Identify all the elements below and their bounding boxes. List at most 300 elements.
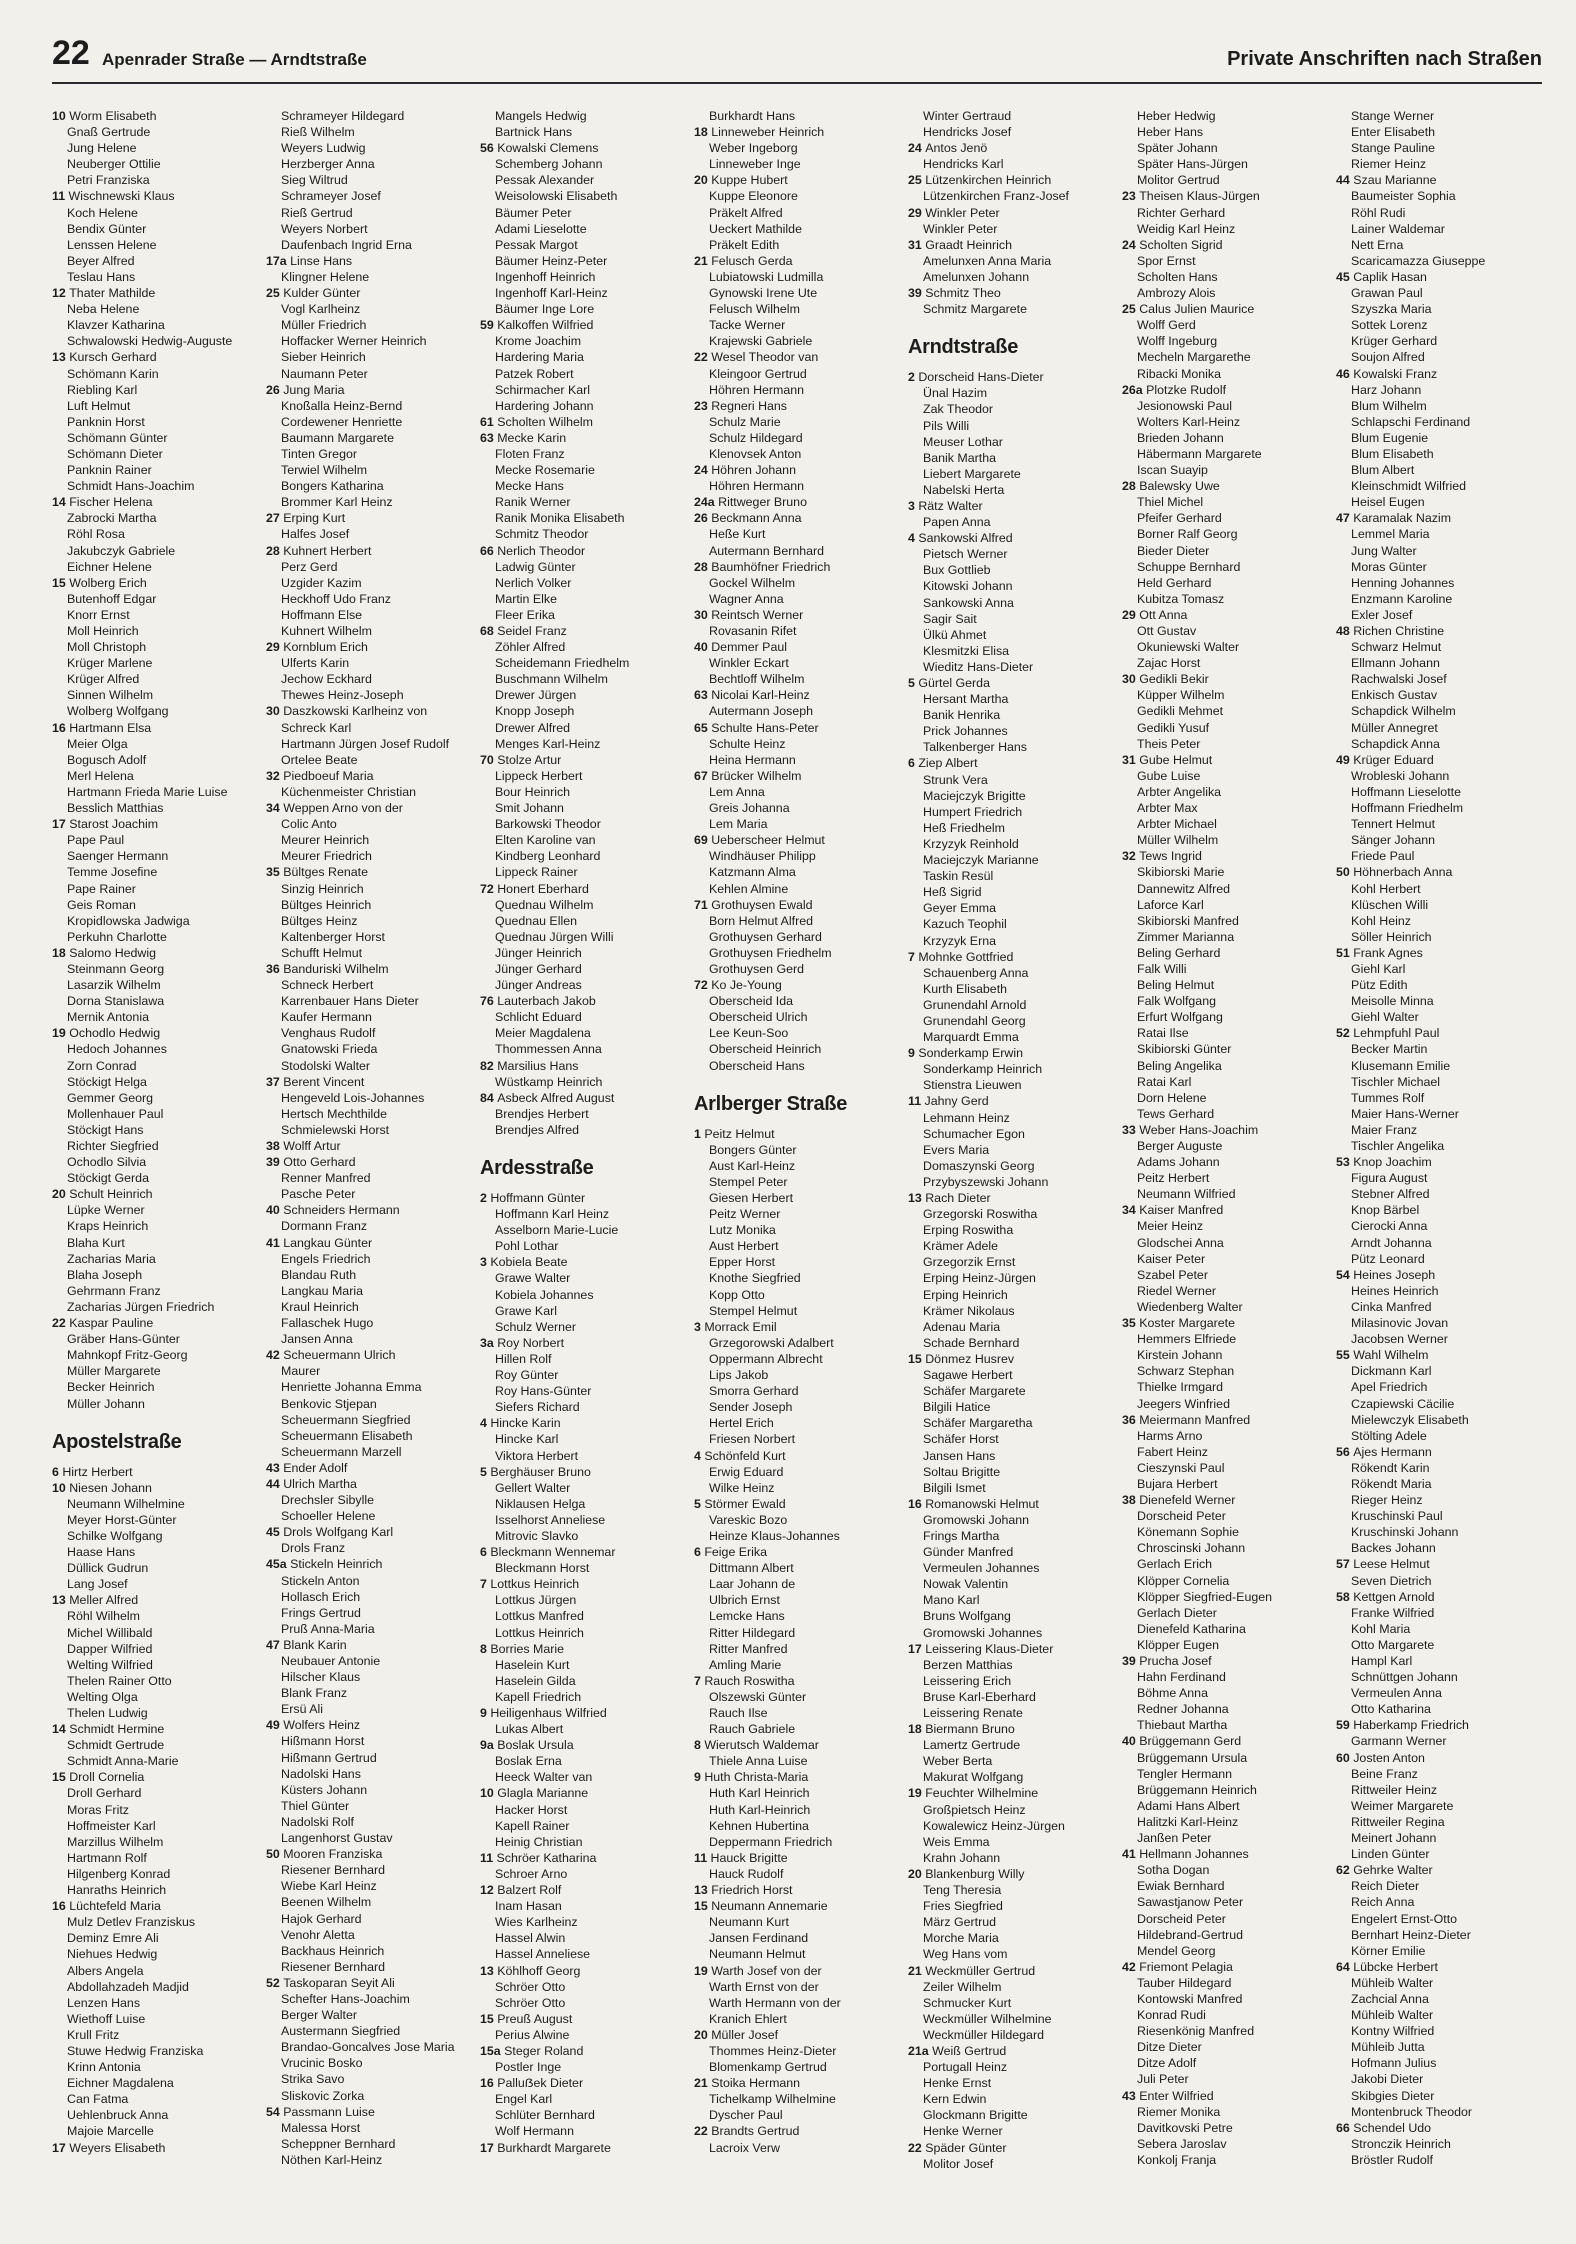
resident-name: Deminz Emre Ali xyxy=(67,1931,159,1946)
resident-entry xyxy=(480,301,680,317)
resident-name: Perkuhn Charlotte xyxy=(67,929,167,944)
resident-name: Hertel Erich xyxy=(709,1416,774,1431)
resident-name: Frings Martha xyxy=(923,1528,1000,1543)
house-number: 26a xyxy=(1122,382,1147,397)
resident-entry xyxy=(908,1013,1108,1029)
resident-name: Sagir Sait xyxy=(923,611,977,626)
resident-name: Haselein Kurt xyxy=(495,1657,570,1672)
resident-entry xyxy=(694,382,894,398)
resident-entry xyxy=(1122,526,1322,542)
resident-name: Dyscher Paul xyxy=(709,2108,783,2123)
resident-entry xyxy=(908,1399,1108,1415)
resident-entry xyxy=(694,1126,894,1142)
resident-name: Lüpke Werner xyxy=(67,1203,145,1218)
resident-entry xyxy=(908,514,1108,530)
house-number: 41 xyxy=(266,1235,284,1250)
house-number: 19 xyxy=(908,1786,926,1801)
resident-name: Lottkus Manfred xyxy=(495,1609,584,1624)
resident-name: Harz Johann xyxy=(1351,382,1422,397)
resident-name: Erping Roswitha xyxy=(923,1223,1014,1238)
resident-entry xyxy=(908,1576,1108,1592)
resident-name: Ueberscheer Helmut xyxy=(711,833,825,848)
resident-name: Austermann Siegfried xyxy=(281,2024,401,2039)
resident-name: Haberkamp Friedrich xyxy=(1353,1718,1469,1733)
resident-entry xyxy=(908,1029,1108,1045)
resident-name: Hoffmann Friedhelm xyxy=(1351,801,1464,816)
resident-entry xyxy=(694,768,894,784)
resident-entry xyxy=(1122,188,1322,204)
resident-name: Dapper Wilfried xyxy=(67,1641,153,1656)
resident-entry xyxy=(266,575,466,591)
resident-entry xyxy=(694,929,894,945)
resident-entry xyxy=(266,1508,466,1524)
resident-entry xyxy=(480,2059,680,2075)
resident-name: Schröer Otto xyxy=(495,1995,566,2010)
resident-entry xyxy=(52,1138,252,1154)
house-number: 12 xyxy=(52,286,70,301)
resident-name: Kapell Rainer xyxy=(495,1818,570,1833)
resident-name: Bröstler Rudolf xyxy=(1351,2152,1433,2167)
resident-entry xyxy=(908,124,1108,140)
house-number: 2 xyxy=(480,1191,491,1205)
resident-name: Adami Hans Albert xyxy=(1137,1798,1240,1813)
resident-name: Kaltenberger Horst xyxy=(281,929,385,944)
resident-entry xyxy=(480,1464,680,1480)
resident-name: Brandao-Goncalves Jose Maria xyxy=(281,2040,455,2055)
resident-name: Rittweiler Regina xyxy=(1351,1814,1445,1829)
resident-name: Linden Günter xyxy=(1351,1847,1430,1862)
resident-entry xyxy=(908,1190,1108,1206)
resident-name: Blank Karin xyxy=(283,1637,347,1652)
resident-entry xyxy=(52,623,252,639)
resident-name: Konrad Rudi xyxy=(1137,2008,1206,2023)
resident-name: Drewer Jürgen xyxy=(495,688,577,703)
resident-entry xyxy=(52,832,252,848)
house-number: 28 xyxy=(266,543,284,558)
resident-name: Lukas Albert xyxy=(495,1722,564,1737)
resident-name: Postler Inge xyxy=(495,2060,562,2075)
resident-name: Meyer Horst-Günter xyxy=(67,1512,177,1527)
resident-entry xyxy=(694,205,894,221)
resident-entry xyxy=(1336,864,1536,880)
resident-name: Salomo Hedwig xyxy=(69,945,157,960)
resident-name: Erping Kurt xyxy=(283,511,346,526)
resident-name: Krome Joachim xyxy=(495,334,582,349)
resident-name: Schrameyer Josef xyxy=(281,189,381,204)
resident-name: Frank Agnes xyxy=(1353,945,1423,960)
resident-entry xyxy=(1122,349,1322,365)
resident-name: Blum Eugenie xyxy=(1351,430,1429,445)
resident-entry xyxy=(1122,1058,1322,1074)
resident-name: Pfeifer Gerhard xyxy=(1137,511,1222,526)
house-number: 70 xyxy=(480,752,498,767)
resident-entry xyxy=(908,1319,1108,1335)
resident-entry xyxy=(52,446,252,462)
resident-entry xyxy=(480,1834,680,1850)
resident-name: Rittweger Bruno xyxy=(718,495,807,510)
resident-name: Reintsch Werner xyxy=(711,607,804,622)
resident-name: Meisolle Minna xyxy=(1351,994,1434,1009)
resident-name: Burkhardt Margarete xyxy=(497,2140,611,2155)
resident-name: Thater Mathilde xyxy=(69,286,156,301)
resident-name: Meier Heinz xyxy=(1137,1219,1204,1234)
resident-entry xyxy=(908,466,1108,482)
resident-entry xyxy=(266,1846,466,1862)
resident-name: Krzyzyk Reinhold xyxy=(923,836,1019,851)
resident-entry xyxy=(908,884,1108,900)
resident-entry xyxy=(694,430,894,446)
resident-entry xyxy=(694,526,894,542)
resident-name: Tews Gerhard xyxy=(1137,1106,1215,1121)
resident-name: Adams Johann xyxy=(1137,1155,1220,1170)
street-heading: Apostelstraße xyxy=(52,1430,182,1453)
resident-name: Backes Johann xyxy=(1351,1541,1436,1556)
resident-name: Lützenkirchen Heinrich xyxy=(925,173,1052,188)
resident-entry xyxy=(1336,1685,1536,1701)
resident-name: Scheuermann Ulrich xyxy=(283,1348,396,1363)
resident-entry xyxy=(1122,333,1322,349)
resident-entry xyxy=(52,671,252,687)
resident-name: Schrameyer Hildegard xyxy=(281,109,405,123)
resident-entry xyxy=(1122,1235,1322,1251)
house-number: 3 xyxy=(694,1319,705,1334)
resident-entry xyxy=(1122,1363,1322,1379)
resident-name: Klingner Helene xyxy=(281,269,370,284)
resident-entry xyxy=(266,108,466,124)
resident-entry xyxy=(266,349,466,365)
resident-entry xyxy=(1122,2055,1322,2071)
resident-name: Huth Karl Heinrich xyxy=(709,1786,810,1801)
house-number: 27 xyxy=(266,511,284,526)
resident-name: Winkler Peter xyxy=(923,221,998,236)
house-number: 39 xyxy=(1122,1654,1140,1668)
resident-entry xyxy=(908,1657,1108,1673)
resident-entry xyxy=(908,1238,1108,1254)
house-number: 32 xyxy=(266,768,284,783)
resident-name: Preuß August xyxy=(497,2011,573,2026)
resident-name: Calus Julien Maurice xyxy=(1139,302,1255,317)
house-number: 39 xyxy=(908,286,926,301)
resident-name: Graadt Heinrich xyxy=(925,237,1013,252)
resident-name: Linse Hans xyxy=(290,253,353,268)
resident-entry xyxy=(480,559,680,575)
resident-name: Grunendahl Georg xyxy=(923,1013,1026,1028)
resident-entry xyxy=(266,1894,466,1910)
resident-name: Tichelkamp Wilhelmine xyxy=(709,2092,836,2107)
resident-entry xyxy=(266,1315,466,1331)
house-number: 64 xyxy=(1336,1959,1354,1974)
resident-name: Can Fatma xyxy=(67,2092,129,2107)
resident-entry xyxy=(908,916,1108,932)
resident-name: Scheuermann Siegfried xyxy=(281,1412,411,1427)
resident-entry xyxy=(694,1995,894,2011)
resident-name: Richen Christine xyxy=(1353,624,1445,638)
resident-entry xyxy=(908,804,1108,820)
resident-name: Küpper Wilhelm xyxy=(1137,688,1225,703)
resident-name: Arbter Michael xyxy=(1137,817,1217,832)
resident-entry xyxy=(908,1705,1108,1721)
resident-name: Beckmann Anna xyxy=(711,511,802,526)
resident-entry xyxy=(694,1383,894,1399)
resident-entry xyxy=(266,1251,466,1267)
resident-entry xyxy=(1336,108,1536,124)
resident-name: Gräber Hans-Günter xyxy=(67,1332,180,1347)
resident-name: Franke Wilfried xyxy=(1351,1605,1435,1620)
resident-entry xyxy=(694,559,894,575)
house-number: 13 xyxy=(480,1963,498,1978)
resident-name: Krüger Marlene xyxy=(67,656,153,671)
resident-entry xyxy=(1122,285,1322,301)
resident-name: Smorra Gerhard xyxy=(709,1384,799,1399)
resident-entry xyxy=(1336,1154,1536,1170)
resident-entry xyxy=(908,788,1108,804)
resident-entry xyxy=(1336,478,1536,494)
resident-name: Amelunxen Johann xyxy=(923,269,1030,284)
resident-entry xyxy=(480,1995,680,2011)
resident-entry xyxy=(1122,1299,1322,1315)
resident-name: Schönfeld Kurt xyxy=(704,1448,786,1463)
resident-name: Martin Elke xyxy=(495,591,557,606)
resident-entry xyxy=(266,1202,466,1218)
resident-entry xyxy=(52,1850,252,1866)
resident-entry xyxy=(694,2011,894,2027)
resident-name: Leissering Erich xyxy=(923,1673,1012,1688)
resident-name: Oppermann Albrecht xyxy=(709,1351,823,1366)
house-number: 6 xyxy=(694,1545,705,1560)
resident-entry xyxy=(266,1299,466,1315)
resident-entry xyxy=(908,2140,1108,2156)
resident-name: Meiermann Manfred xyxy=(1139,1412,1251,1427)
resident-entry xyxy=(1336,221,1536,237)
resident-name: Schmucker Kurt xyxy=(923,1995,1012,2010)
resident-entry xyxy=(1122,1202,1322,1218)
resident-name: Hartmann Elsa xyxy=(69,720,152,735)
house-number: 29 xyxy=(1122,607,1140,622)
resident-name: Schlüter Bernhard xyxy=(495,2108,595,2123)
resident-name: Asbeck Alfred August xyxy=(497,1090,615,1105)
resident-entry xyxy=(266,2071,466,2087)
resident-entry xyxy=(1122,2023,1322,2039)
resident-name: Krämer Nikolaus xyxy=(923,1303,1015,1318)
resident-name: Weber Hans-Joachim xyxy=(1139,1122,1259,1137)
house-number: 32 xyxy=(1122,849,1140,864)
resident-name: Müller Johann xyxy=(67,1396,145,1411)
house-number: 76 xyxy=(480,994,498,1009)
resident-name: Prick Johannes xyxy=(923,724,1008,739)
resident-name: Lem Maria xyxy=(709,817,768,832)
resident-name: Mühleib Jutta xyxy=(1351,2040,1425,2055)
resident-entry xyxy=(1122,1798,1322,1814)
resident-entry xyxy=(694,945,894,961)
resident-name: Nett Erna xyxy=(1351,237,1404,252)
resident-entry xyxy=(1336,1766,1536,1782)
resident-name: Brüggemann Gerd xyxy=(1139,1734,1242,1749)
resident-entry xyxy=(1122,1315,1322,1331)
resident-name: Stickeln Anton xyxy=(281,1573,360,1588)
resident-entry xyxy=(908,1850,1108,1866)
resident-name: Czapiewski Cäcilie xyxy=(1351,1396,1455,1411)
resident-name: Rieß Gertrud xyxy=(281,205,353,220)
resident-entry xyxy=(266,1556,466,1572)
resident-name: Koch Helene xyxy=(67,205,138,220)
resident-name: Makurat Wolfgang xyxy=(923,1770,1024,1785)
house-number: 24 xyxy=(1122,237,1140,252)
resident-name: Knorr Ernst xyxy=(67,607,130,622)
resident-name: Chroscinski Johann xyxy=(1137,1541,1246,1556)
house-number: 4 xyxy=(480,1416,491,1431)
house-number: 41 xyxy=(1122,1847,1140,1862)
resident-entry xyxy=(480,1898,680,1914)
resident-name: Lainer Waldemar xyxy=(1351,221,1445,236)
resident-entry xyxy=(908,868,1108,884)
directory-columns xyxy=(52,108,1552,2228)
resident-name: Dorn Helene xyxy=(1137,1090,1207,1105)
resident-entry xyxy=(694,1254,894,1270)
resident-name: Wierutsch Waldemar xyxy=(704,1738,819,1753)
resident-name: Arndt Johanna xyxy=(1351,1235,1432,1250)
resident-name: Nerlich Theodor xyxy=(497,543,586,558)
resident-entry xyxy=(694,2123,894,2139)
resident-entry xyxy=(52,124,252,140)
resident-entry xyxy=(266,1235,466,1251)
resident-entry xyxy=(694,1351,894,1367)
resident-entry xyxy=(480,317,680,333)
resident-name: Rökendt Karin xyxy=(1351,1460,1430,1475)
resident-name: Jesionowski Paul xyxy=(1137,398,1233,413)
resident-name: Albers Angela xyxy=(67,1963,144,1978)
resident-entry xyxy=(266,703,466,719)
resident-entry xyxy=(480,1850,680,1866)
resident-name: Kraul Heinrich xyxy=(281,1299,359,1314)
resident-entry xyxy=(1122,1412,1322,1428)
resident-entry xyxy=(694,1576,894,1592)
resident-entry xyxy=(1122,1766,1322,1782)
resident-name: Heinig Christian xyxy=(495,1834,583,1849)
resident-name: Langkau Maria xyxy=(281,1283,363,1298)
resident-name: Enzmann Karoline xyxy=(1351,591,1453,606)
resident-name: Starost Joachim xyxy=(69,817,159,832)
resident-entry xyxy=(694,639,894,655)
house-number: 29 xyxy=(266,640,284,655)
resident-name: Wrobleski Johann xyxy=(1351,768,1450,783)
resident-name: Riesener Bernhard xyxy=(281,1959,386,1974)
resident-name: Menges Karl-Heinz xyxy=(495,736,601,751)
resident-name: Kowalski Clemens xyxy=(497,141,599,156)
resident-entry xyxy=(1336,1943,1536,1959)
resident-name: Sieber Heinrich xyxy=(281,350,366,365)
resident-entry xyxy=(266,366,466,382)
resident-entry xyxy=(480,832,680,848)
resident-name: Warth Josef von der xyxy=(711,1963,822,1978)
resident-entry xyxy=(266,1186,466,1202)
resident-name: Schneiders Hermann xyxy=(283,1203,400,1218)
resident-entry xyxy=(1122,1911,1322,1927)
resident-name: Rittweiler Heinz xyxy=(1351,1782,1438,1797)
resident-entry xyxy=(1122,768,1322,784)
house-number: 54 xyxy=(266,2104,284,2119)
resident-entry xyxy=(1336,2007,1536,2023)
resident-entry xyxy=(1122,462,1322,478)
resident-name: Becker Martin xyxy=(1351,1042,1428,1057)
resident-name: Später Johann xyxy=(1137,141,1218,156)
house-number: 25 xyxy=(266,286,284,301)
resident-entry xyxy=(266,1927,466,1943)
resident-entry xyxy=(1336,398,1536,414)
resident-entry xyxy=(1336,1331,1536,1347)
house-number: 40 xyxy=(694,640,712,655)
resident-name: Bäumer Heinz-Peter xyxy=(495,253,608,268)
resident-name: Kropidlowska Jadwiga xyxy=(67,913,190,928)
resident-name: Scheppner Bernhard xyxy=(281,2136,396,2151)
resident-entry xyxy=(266,494,466,510)
resident-entry xyxy=(908,2011,1108,2027)
resident-entry xyxy=(480,639,680,655)
resident-name: Kontny Wilfried xyxy=(1351,2024,1435,2039)
resident-name: Jansen Ferdinand xyxy=(709,1931,809,1946)
resident-entry xyxy=(1336,1379,1536,1395)
house-number: 20 xyxy=(908,1866,926,1881)
resident-entry xyxy=(908,418,1108,434)
resident-entry xyxy=(908,997,1108,1013)
resident-name: Kaiser Manfred xyxy=(1139,1203,1224,1218)
resident-entry xyxy=(1336,897,1536,913)
resident-name: Schäfer Margaretha xyxy=(923,1416,1033,1431)
resident-entry xyxy=(1122,543,1322,559)
resident-entry xyxy=(52,1673,252,1689)
resident-name: Prucha Josef xyxy=(1139,1654,1212,1668)
resident-name: Drols Franz xyxy=(281,1541,346,1556)
house-number: 11 xyxy=(908,1094,925,1109)
resident-entry xyxy=(52,816,252,832)
resident-name: Bültges Heinz xyxy=(281,913,358,928)
resident-entry xyxy=(266,848,466,864)
resident-name: Stebner Alfred xyxy=(1351,1187,1430,1202)
resident-name: Tews Ingrid xyxy=(1139,849,1202,864)
resident-entry xyxy=(694,1898,894,1914)
resident-entry xyxy=(908,1785,1108,1801)
resident-name: Ingenhoff Heinrich xyxy=(495,269,596,284)
resident-name: Inam Hasan xyxy=(495,1899,562,1914)
resident-entry xyxy=(266,1492,466,1508)
resident-entry xyxy=(1122,1154,1322,1170)
resident-entry xyxy=(1122,414,1322,430)
resident-name: Sottek Lorenz xyxy=(1351,318,1428,333)
resident-entry xyxy=(480,1625,680,1641)
resident-entry xyxy=(480,961,680,977)
resident-entry xyxy=(480,188,680,204)
resident-name: Steinmann Georg xyxy=(67,961,165,976)
resident-entry xyxy=(908,691,1108,707)
resident-entry xyxy=(480,1914,680,1930)
resident-name: Heber Hedwig xyxy=(1137,109,1216,123)
resident-entry xyxy=(1336,832,1536,848)
resident-entry xyxy=(1336,993,1536,1009)
resident-name: Amling Marie xyxy=(709,1657,782,1672)
resident-entry xyxy=(266,1122,466,1138)
house-number: 44 xyxy=(1336,173,1354,188)
resident-name: Schmidt Hermine xyxy=(69,1722,165,1737)
resident-name: Weckmüller Gertrud xyxy=(925,1963,1036,1978)
resident-name: Backhaus Heinrich xyxy=(281,1943,385,1958)
resident-entry xyxy=(52,1560,252,1576)
resident-entry xyxy=(694,543,894,559)
resident-name: Weidig Karl Heinz xyxy=(1137,221,1236,236)
resident-name: Smit Johann xyxy=(495,801,564,816)
resident-name: Rieß Wilhelm xyxy=(281,125,355,140)
resident-entry xyxy=(1336,1009,1536,1025)
house-number: 4 xyxy=(908,531,919,546)
resident-name: Romanowski Helmut xyxy=(925,1496,1039,1511)
